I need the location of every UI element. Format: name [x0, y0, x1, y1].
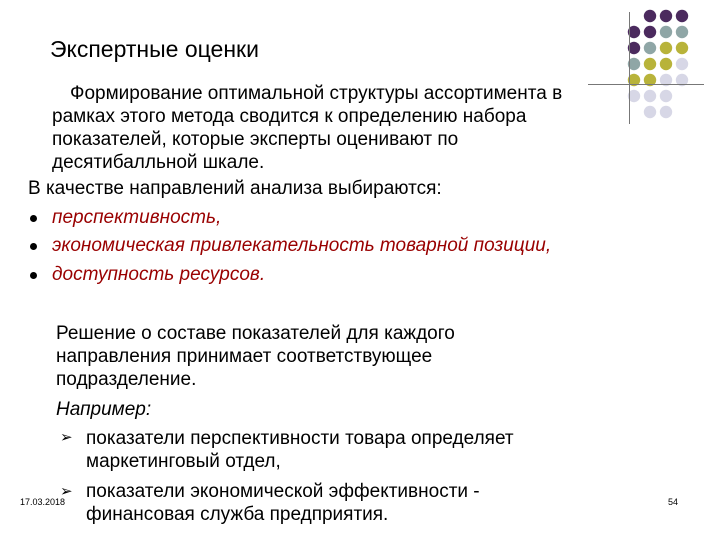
- bullet-dot-icon: [30, 243, 37, 250]
- decorative-dot: [676, 26, 688, 38]
- decorative-horizontal-line: [588, 84, 704, 85]
- decorative-dot: [660, 10, 672, 22]
- bullet-dot-icon: [30, 272, 37, 279]
- example-label: Например:: [56, 399, 152, 420]
- decision-line: направления принимает соответствующее: [56, 346, 433, 367]
- decorative-dot: [644, 42, 656, 54]
- direction-item: доступность ресурсов.: [52, 264, 266, 285]
- example-line: финансовая служба предприятия.: [86, 504, 389, 525]
- decision-line: Решение о составе показателей для каждого: [56, 323, 455, 344]
- direction-item: перспективность,: [52, 207, 222, 228]
- footer-date: 17.03.2018: [20, 497, 66, 507]
- paragraph-line: десятибалльной шкале.: [52, 152, 265, 173]
- paragraph-line: показателей, которые эксперты оценивают по: [52, 129, 459, 150]
- decision-line: подразделение.: [56, 369, 197, 390]
- decorative-dot: [644, 10, 656, 22]
- decorative-dot: [660, 26, 672, 38]
- decorative-dot: [676, 42, 688, 54]
- decorative-dot: [660, 42, 672, 54]
- decorative-vertical-line: [629, 12, 630, 124]
- decorative-dot: [660, 106, 672, 118]
- example-line: маркетинговый отдел,: [86, 451, 281, 472]
- decorative-dot: [644, 90, 656, 102]
- decorative-dot: [644, 106, 656, 118]
- page-number: 54: [668, 497, 679, 507]
- direction-item: экономическая привлекательность товарной позиции,: [52, 235, 552, 256]
- decorative-dot: [660, 90, 672, 102]
- example-line: показатели перспективности товара определяет: [86, 428, 514, 449]
- decorative-dot: [644, 26, 656, 38]
- bullet-dot-icon: [30, 215, 37, 222]
- paragraph-line: Формирование оптимальной структуры ассортимента в: [70, 83, 563, 104]
- decorative-dot: [660, 58, 672, 70]
- example-line: показатели экономической эффективности -: [86, 481, 480, 502]
- decorative-dot: [644, 58, 656, 70]
- decorative-dot: [676, 58, 688, 70]
- decorative-dot: [676, 10, 688, 22]
- chevron-bullet-icon: ➢: [60, 483, 73, 500]
- paragraph-line: рамках этого метода сводится к определению набора: [52, 106, 527, 127]
- slide-title: Экспертные оценки: [50, 36, 259, 62]
- directions-intro: В качестве направлений анализа выбираются:: [28, 178, 442, 199]
- chevron-bullet-icon: ➢: [60, 429, 73, 446]
